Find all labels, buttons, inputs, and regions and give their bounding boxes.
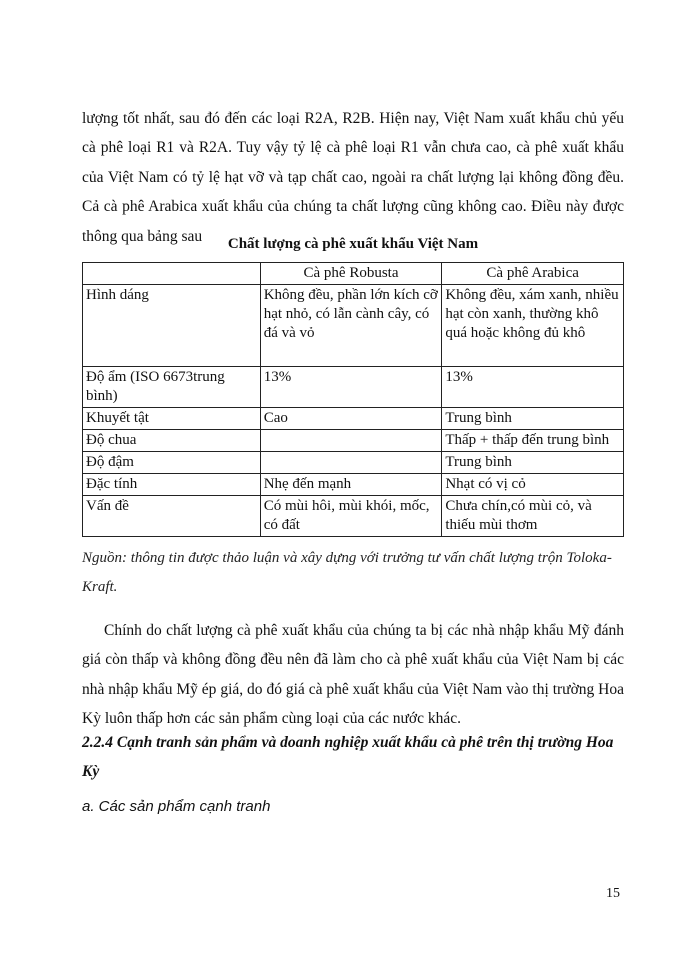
row-label: Độ đậm [83, 452, 261, 474]
coffee-quality-table [82, 262, 624, 537]
arabica-cell: Trung bình [442, 408, 624, 430]
row-label: Khuyết tật [83, 408, 261, 430]
robusta-cell: 13% [260, 367, 442, 408]
table-header-row [83, 263, 624, 285]
header-cell-robusta: Cà phê Robusta [260, 263, 442, 285]
table-row [83, 474, 624, 496]
row-label: Độ ẩm (ISO 6673trung bình) [83, 367, 261, 408]
arabica-cell: Không đều, xám xanh, nhiều hạt còn xanh, thường khô quá hoặc không đủ khô [442, 285, 624, 367]
table-row [83, 496, 624, 537]
robusta-cell: Cao [260, 408, 442, 430]
robusta-cell: Có mùi hôi, mùi khói, mốc, có đất [260, 496, 442, 537]
body-paragraph: Chính do chất lượng cà phê xuất khẩu của chúng ta bị các nhà nhập khẩu Mỹ đánh giá còn thấp và không đồng đều nên đã làm cho cà phê xuất khẩu của Việt Nam bị các nhà nhập khẩu Mỹ ép giá, do đó giá cà phê xuất khẩu của Việt Nam vào thị trường Hoa Kỳ luôn thấp hơn các sản phẩm cùng loại của các nước khác. [82, 621, 624, 727]
arabica-cell: Chưa chín,có mùi cỏ, và thiếu mùi thơm [442, 496, 624, 537]
table-title: Chất lượng cà phê xuất khẩu Việt Nam [227, 236, 479, 252]
table-row [83, 367, 624, 408]
intro-paragraph: lượng tốt nhất, sau đó đến các loại R2A, R2B. Hiện nay, Việt Nam xuất khẩu chủ yếu cà phê loại R1 và R2A. Tuy vậy tỷ lệ cà phê loại R1 vẫn chưa cao, cà phê xuất khẩu của Việt Nam có tỷ lệ hạt vỡ và tạp chất cao, ngoài ra chất lượng lại không đồng đều. Cả cà phê Arabica xuất khẩu của chúng ta chất lượng cũng không cao. Điều này được thông qua bảng sau [82, 109, 624, 245]
row-label: Đặc tính [83, 474, 261, 496]
table-source-note: Nguồn: thông tin được thảo luận và xây dựng với trưởng tư vấn chất lượng trộn Toloka-Kraft. [82, 550, 612, 595]
arabica-cell: Trung bình [442, 452, 624, 474]
robusta-cell [260, 430, 442, 452]
subsection-heading: a. Các sản phẩm cạnh tranh [82, 798, 271, 815]
table-row [83, 452, 624, 474]
arabica-cell: 13% [442, 367, 624, 408]
table-row [83, 285, 624, 367]
page-number: 15 [606, 886, 620, 901]
header-cell [83, 263, 261, 285]
row-label: Vấn đề [83, 496, 261, 537]
section-heading: 2.2.4 Cạnh tranh sản phẩm và doanh nghiệp xuất khẩu cà phê trên thị trường Hoa Kỳ [82, 734, 614, 780]
row-label: Độ chua [83, 430, 261, 452]
table-row [83, 408, 624, 430]
table-row [83, 430, 624, 452]
header-cell-arabica: Cà phê Arabica [442, 263, 624, 285]
arabica-cell: Nhạt có vị cỏ [442, 474, 624, 496]
robusta-cell: Không đều, phần lớn kích cỡ hạt nhỏ, có lẫn cành cây, có đá và vỏ [260, 285, 442, 367]
arabica-cell: Thấp + thấp đến trung bình [442, 430, 624, 452]
robusta-cell [260, 452, 442, 474]
robusta-cell: Nhẹ đến mạnh [260, 474, 442, 496]
row-label: Hình dáng [83, 285, 261, 367]
